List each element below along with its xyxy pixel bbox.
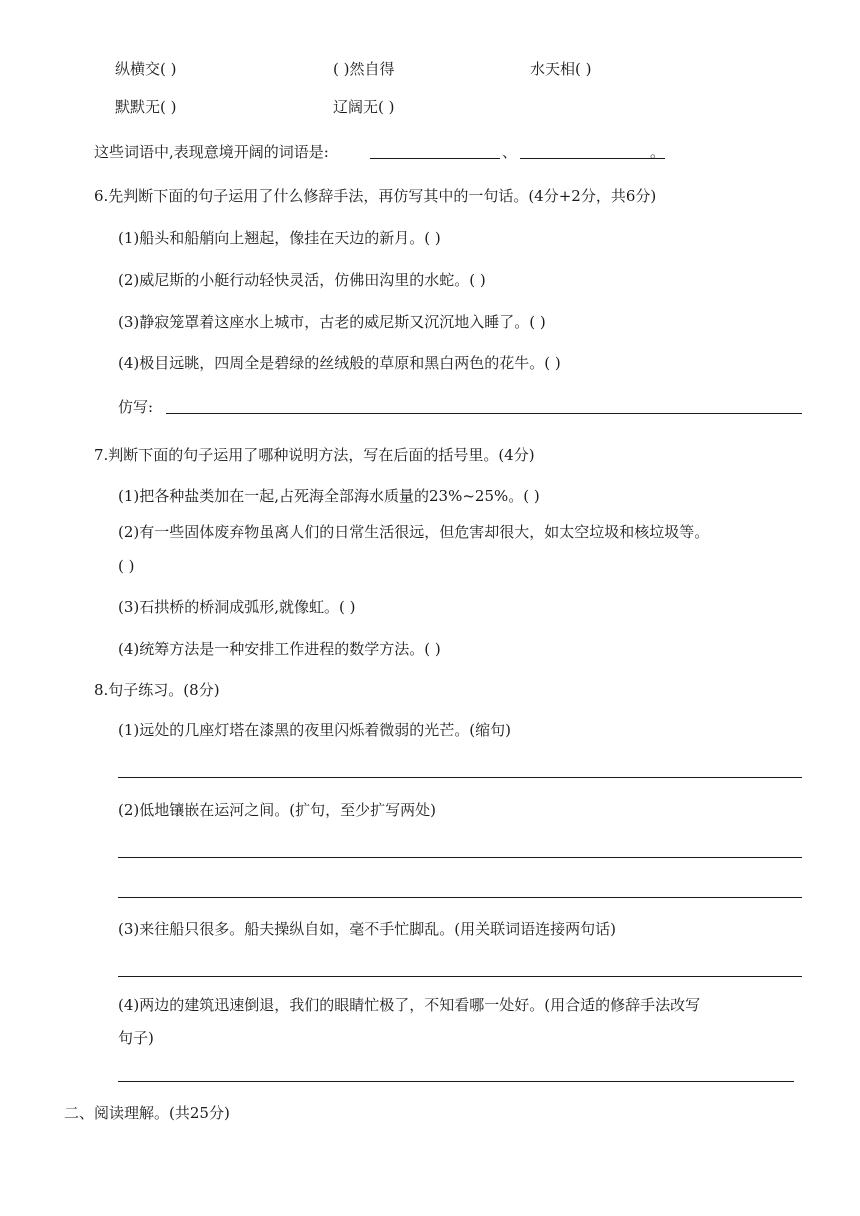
section-2-heading: 二、阅读理解。(共25分) (64, 1104, 230, 1122)
q6-item-2: (2)威尼斯的小艇行动轻快灵活，仿佛田沟里的水蛇。( ) (118, 271, 486, 289)
q6-imitate-label: 仿写: (118, 398, 154, 416)
idiom-5: 辽阔无( ) (333, 98, 395, 116)
idioms-separator: 、 (502, 143, 518, 161)
q8-answer-line-1[interactable] (118, 777, 802, 778)
q8-answer-line-3[interactable] (118, 897, 802, 898)
answer-blank-2[interactable] (520, 158, 665, 159)
q8-answer-line-4[interactable] (118, 976, 802, 977)
q6-title: 6.先判断下面的句子运用了什么修辞手法，再仿写其中的一句话。(4分+2分，共6分) (94, 187, 657, 205)
idiom-3: 水天相( ) (530, 60, 592, 78)
idiom-1: 纵横交( ) (115, 60, 177, 78)
q8-title: 8.句子练习。(8分) (94, 681, 220, 699)
q7-item-1: (1)把各种盐类加在一起,占死海全部海水质量的23%~25%。( ) (118, 487, 540, 505)
idiom-2: ( )然自得 (333, 60, 395, 78)
q7-item-2: (2)有一些固体废弃物虽离人们的日常生活很远，但危害却很大，如太空垃圾和核垃圾等。 (118, 523, 710, 541)
q8-item-2: (2)低地镶嵌在运河之间。(扩句，至少扩写两处) (118, 801, 436, 819)
answer-blank-1[interactable] (370, 158, 500, 159)
q8-item-4: (4)两边的建筑迅速倒退，我们的眼睛忙极了，不知看哪一处好。(用合适的修辞手法改写 (118, 996, 701, 1014)
q8-item-3: (3)来往船只很多。船夫操纵自如，毫不手忙脚乱。(用关联词语连接两句话) (118, 920, 616, 938)
q7-item-4: (4)统筹方法是一种安排工作进程的数学方法。( ) (118, 640, 441, 658)
q7-item-2-bracket: ( ) (118, 557, 135, 575)
q8-item-4-cont: 句子) (118, 1029, 154, 1047)
q8-answer-line-2[interactable] (118, 857, 802, 858)
idiom-4: 默默无( ) (115, 98, 177, 116)
q6-item-4: (4)极目远眺，四周全是碧绿的丝绒般的草原和黑白两色的花牛。( ) (118, 354, 561, 372)
idioms-end: 。 (650, 143, 666, 161)
idioms-question: 这些词语中,表现意境开阔的词语是: (94, 143, 329, 161)
q6-item-1: (1)船头和船艄向上翘起，像挂在天边的新月。( ) (118, 229, 441, 247)
q7-item-3: (3)石拱桥的桥洞成弧形,就像虹。( ) (118, 598, 356, 616)
q6-item-3: (3)静寂笼罩着这座水上城市，古老的威尼斯又沉沉地入睡了。( ) (118, 313, 546, 331)
q8-answer-line-5[interactable] (118, 1081, 794, 1082)
q6-imitate-line[interactable] (166, 413, 802, 414)
q8-item-1: (1)远处的几座灯塔在漆黑的夜里闪烁着微弱的光芒。(缩句) (118, 721, 511, 739)
q7-title: 7.判断下面的句子运用了哪种说明方法，写在后面的括号里。(4分) (94, 446, 535, 464)
